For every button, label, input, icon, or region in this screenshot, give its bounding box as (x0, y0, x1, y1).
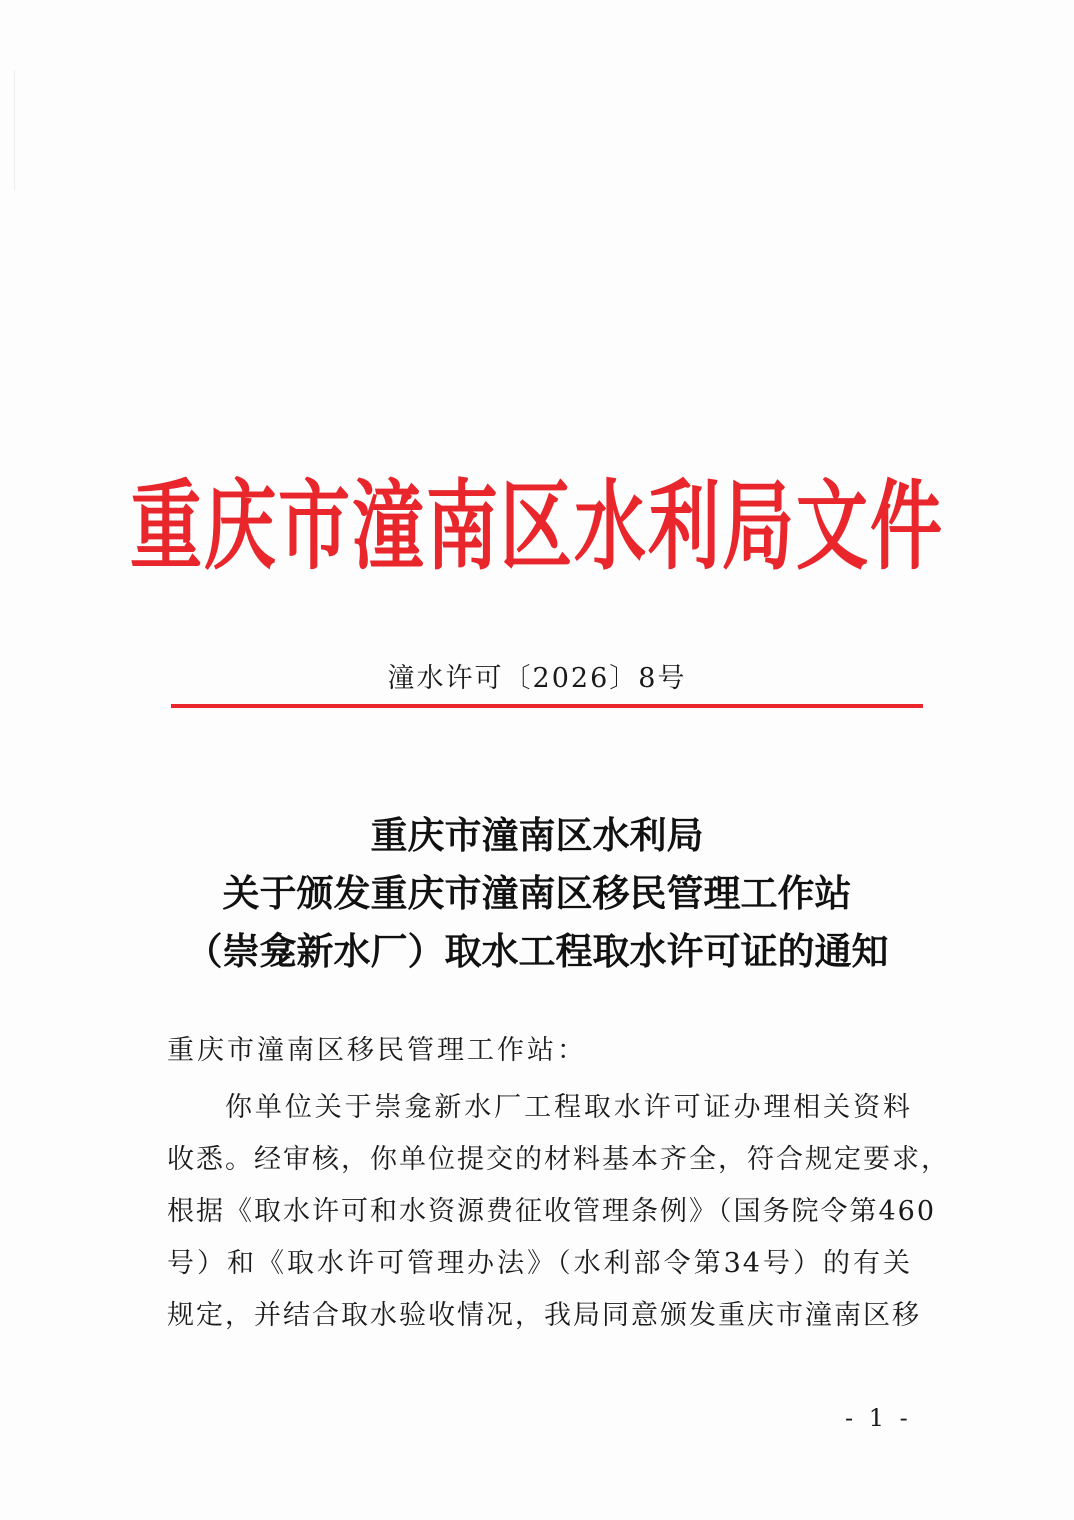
body-line: 你单位关于崇龛新水厂工程取水许可证办理相关资料 (225, 1092, 912, 1123)
document-number: 潼水许可〔2026〕8号 (387, 663, 687, 694)
body-line: 根据《取水许可和水资源费征收管理条例》（国务院令第460 (167, 1196, 937, 1227)
body-paragraph (167, 1082, 950, 1342)
body-line: 收悉。经审核，你单位提交的材料基本齐全，符合规定要求， (167, 1144, 950, 1175)
red-divider-line (171, 704, 923, 708)
scan-edge-mark (14, 70, 15, 190)
addressee-line: 重庆市潼南区移民管理工作站： (167, 1035, 587, 1066)
document-masthead: 重庆市潼南区水利局文件 (129, 468, 944, 583)
page-number: - 1 - (845, 1404, 912, 1432)
body-line: 号）和《取水许可管理办法》（水利部令第34号）的有关 (167, 1248, 912, 1279)
body-line: 规定，并结合取水验收情况，我局同意颁发重庆市潼南区移 (167, 1300, 921, 1331)
notice-title (0, 806, 1074, 980)
title-line-issuer: 重庆市潼南区水利局 (370, 813, 704, 857)
title-line-project: （崇龛新水厂）取水工程取水许可证的通知 (185, 929, 889, 973)
title-line-subject: 关于颁发重庆市潼南区移民管理工作站 (222, 871, 852, 915)
